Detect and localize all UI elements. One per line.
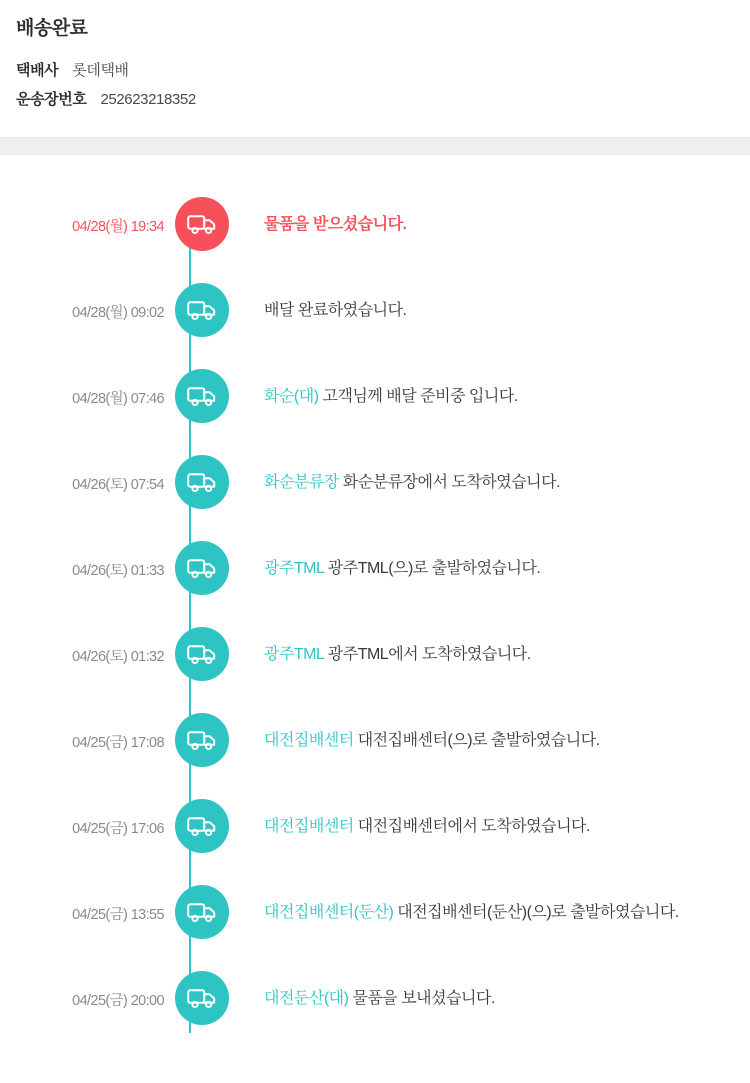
delivery-truck-icon	[175, 541, 229, 595]
timeline-node	[176, 705, 228, 767]
timeline-timestamp: 04/25(금) 13:55	[72, 906, 164, 923]
timeline-message-text: 대전집배센터에서 도착하였습니다.	[357, 817, 590, 835]
delivery-truck-icon	[175, 799, 229, 853]
delivery-truck-icon	[175, 455, 229, 509]
timeline-timestamp: 04/26(토) 01:32	[72, 648, 164, 665]
timeline-timestamp: 04/26(토) 07:54	[72, 476, 164, 493]
timeline-message	[228, 877, 750, 924]
timeline-location: 광주TML	[264, 645, 324, 663]
timeline-message-text: 배달 완료하였습니다.	[264, 301, 407, 319]
timeline-node	[176, 619, 228, 681]
timeline-message	[228, 447, 750, 494]
timeline-row	[0, 619, 750, 705]
timeline-row	[0, 189, 750, 275]
timeline-row	[0, 877, 750, 963]
timeline-message	[228, 791, 750, 838]
timeline-node	[176, 447, 228, 509]
tracking-number-label: 운송장번호	[16, 90, 87, 108]
timeline-node	[176, 533, 228, 595]
timeline-message-text: 화순분류장에서 도착하였습니다.	[342, 473, 561, 491]
delivery-truck-icon	[175, 885, 229, 939]
timeline-location: 화순분류장	[264, 473, 339, 491]
timeline-message-text: 광주TML에서 도착하였습니다.	[327, 645, 531, 663]
timeline-location: 대전집배센터	[264, 817, 354, 835]
delivery-truck-icon	[175, 627, 229, 681]
delivery-truck-icon	[175, 369, 229, 423]
timeline-message	[228, 619, 750, 666]
timeline-row	[0, 361, 750, 447]
timeline-timestamp: 04/28(월) 07:46	[72, 390, 164, 407]
timeline-location: 화순(대)	[264, 387, 319, 405]
carrier-row	[16, 59, 734, 80]
timeline-row	[0, 275, 750, 361]
timeline-node	[176, 275, 228, 337]
timeline-message-text: 물품을 보내셨습니다.	[352, 989, 495, 1007]
timeline-node	[176, 877, 228, 939]
timeline-timestamp: 04/28(월) 19:34	[72, 218, 164, 235]
timeline-message-text: 대전집배센터(둔산)(으)로 출발하였습니다.	[397, 903, 679, 921]
timeline-row	[0, 533, 750, 619]
tracking-number-value: 252623218352	[100, 90, 196, 108]
timeline-message-text: 광주TML(으)로 출발하였습니다.	[327, 559, 541, 577]
tracking-header	[0, 0, 750, 137]
timeline-timestamp: 04/26(토) 01:33	[72, 562, 164, 579]
timeline-row	[0, 705, 750, 791]
timeline-message	[228, 533, 750, 580]
timeline-timestamp: 04/28(월) 09:02	[72, 304, 164, 321]
page-title: 배송완료	[16, 18, 88, 39]
timeline-row	[0, 963, 750, 1049]
timeline-location: 대전집배센터	[264, 731, 354, 749]
carrier-value: 롯데택배	[72, 61, 129, 79]
timeline-message	[228, 275, 750, 322]
tracking-timeline	[0, 155, 750, 1063]
delivery-truck-icon	[175, 971, 229, 1025]
timeline-node	[176, 189, 228, 251]
timeline-location: 대전집배센터(둔산)	[264, 903, 394, 921]
timeline-location: 광주TML	[264, 559, 324, 577]
timeline-message	[228, 361, 750, 408]
carrier-label: 택배사	[16, 61, 59, 79]
timeline-message	[228, 189, 750, 236]
timeline-message-text: 물품을 받으셨습니다.	[264, 215, 407, 233]
timeline-timestamp: 04/25(금) 20:00	[72, 992, 164, 1009]
timeline-row	[0, 791, 750, 877]
timeline-message	[228, 963, 750, 1010]
timeline-timestamp: 04/25(금) 17:08	[72, 734, 164, 751]
section-divider	[0, 137, 750, 155]
timeline-message-text: 고객님께 배달 준비중 입니다.	[322, 387, 518, 405]
timeline-row	[0, 447, 750, 533]
timeline-message	[228, 705, 750, 752]
timeline-node	[176, 963, 228, 1025]
timeline-message-text: 대전집배센터(으)로 출발하였습니다.	[357, 731, 600, 749]
delivery-truck-icon	[175, 197, 229, 251]
timeline-node	[176, 791, 228, 853]
delivery-truck-icon	[175, 283, 229, 337]
timeline-timestamp: 04/25(금) 17:06	[72, 820, 164, 837]
timeline-node	[176, 361, 228, 423]
tracking-number-row	[16, 88, 734, 109]
timeline-location: 대전둔산(대)	[264, 989, 349, 1007]
delivery-truck-icon	[175, 713, 229, 767]
